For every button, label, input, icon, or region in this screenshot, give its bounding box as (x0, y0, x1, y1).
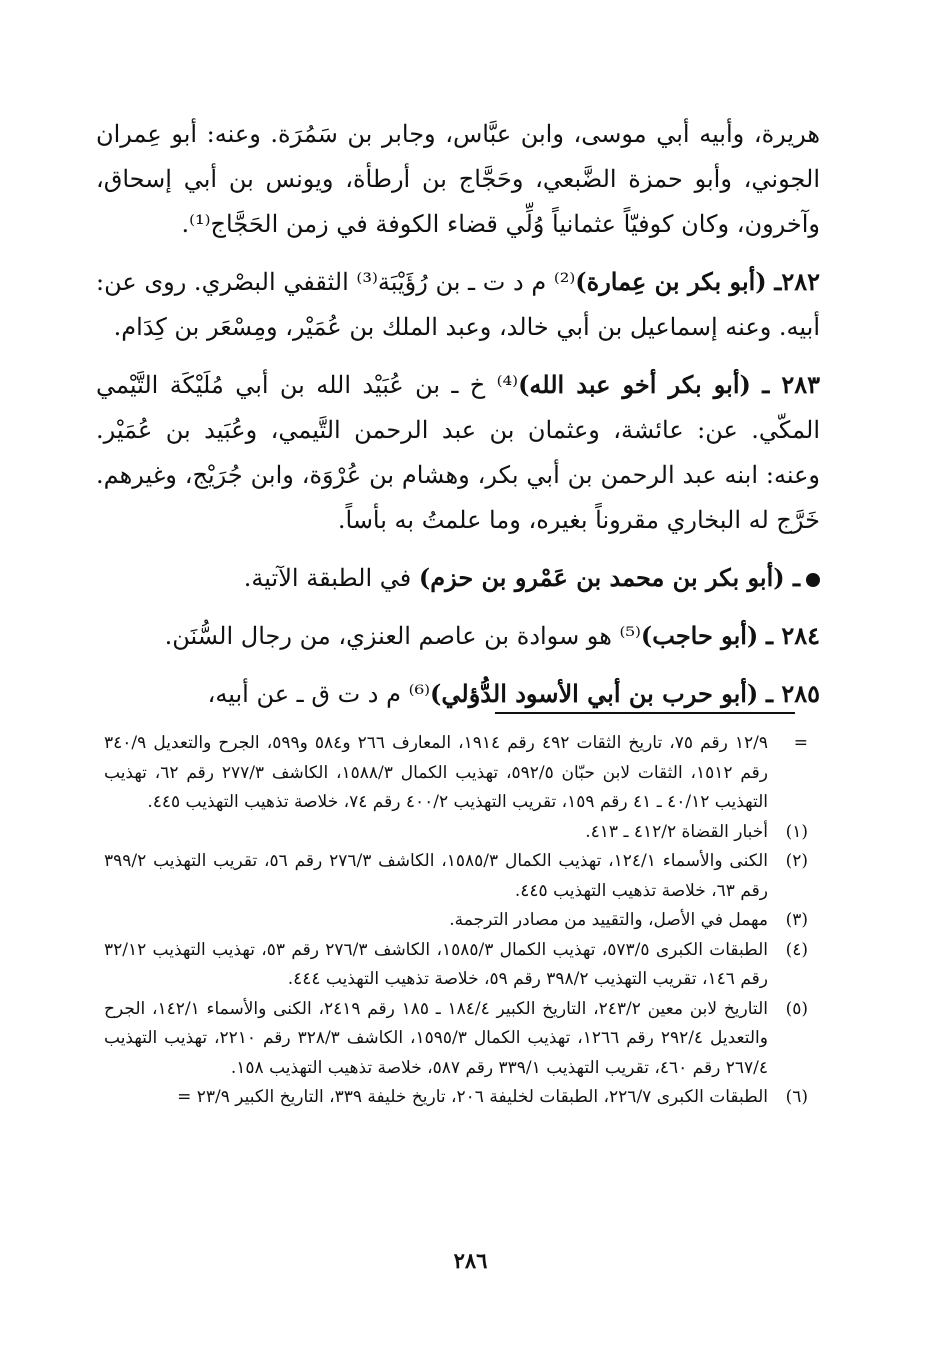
footnote-marker: (٦) (785, 1087, 808, 1107)
entry-number: ٢٨٤ ـ (765, 621, 820, 650)
paragraph-text: هريرة، وأبيه أبي موسى، وابن عبَّاس، وجابر بن سَمُرَة. وعنه: أبو عِمران الجوني، وأبو حمزة الضَّبعي، وحَجَّاج بن أرطأة، ويونس بن أبي إسحاق، وآخرون، وكان كوفيّاً عثمانياً وُلِّي قضاء الكوفة في زمن الحَجَّاج⁽¹⁾. (96, 120, 820, 238)
footnote-text: الكنى والأسماء ١٢٤/١، تهذيب الكمال ١٥٨٥/٣، الكاشف ٢٧٦/٣ رقم ٥٦، تقريب التهذيب ٣٩٩/٢ رقم ٦٣، خلاصة تذهيب التهذيب ٤٤٥. (104, 851, 768, 901)
footnote-marker: (٢) (785, 851, 808, 871)
footnote-3 (104, 906, 808, 936)
footnote-text: التاريخ لابن معين ٢٤٣/٢، التاريخ الكبير ١٨٤/٤ ـ ١٨٥ رقم ٢٤١٩، الكنى والأسماء ١٤٢/١، الجرح والتعديل ٢٩٢/٤ رقم ١٢٦٦، تهذيب الكمال ١٥٩٥/٣، الكاشف ٣٢٨/٣ رقم ٢٢١٠، تهذيب التهذيب ٢٦٧/٤ رقم ٤٦٠، تقريب التهذيب ٣٣٩/١ رقم ٥٨٧، خلاصة تذهيب التهذيب ١٥٨. (104, 998, 768, 1078)
entry-text: ⁽⁵⁾ هو سوادة بن عاصم العنزي، من رجال السُّنَن. (164, 622, 641, 650)
footnote-6 (104, 1083, 808, 1113)
entry-text: ⁽²⁾ م د ت ـ بن رُؤَيْبَة⁽³⁾ الثقفي البصْري. روى عن: أبيه. وعنه إسماعيل بن أبي خالد، وعبد الملك بن عُمَيْر، ومِسْعَر بن كِدَام. (96, 268, 820, 341)
footnotes (104, 729, 808, 1113)
entry-title: (أبو حرب بن أبي الأسود الدُّؤلي) (430, 679, 759, 708)
entry-283 (96, 362, 820, 543)
footnote-marker: (٤) (785, 939, 808, 960)
footnote-marker: (١) (785, 821, 808, 842)
entry-text: ⁽⁴⁾ خ ـ بن عُبَيْد الله بن أبي مُلَيْكَة التَّيْمي المكّي. عن: عائشة، وعثمان بن عبد الرحمن التَّيمي، وعُبَيد بن عُمَيْر. وعنه: ابنه عبد الرحمن بن أبي بكر، وهشام بن عُرْوَة، وابن جُرَيْج، وغيرهم. خَرَّج له البخاري مقروناً بغيره، وما علمتُ به بأساً. (96, 371, 820, 534)
footnote-continued (104, 729, 808, 818)
page-number: ٢٨٦ (453, 1248, 488, 1273)
entry-285 (96, 671, 820, 717)
footnote-text: الطبقات الكبرى ٥٧٣/٥، تهذيب الكمال ١٥٨٥/٣، الكاشف ٢٧٦/٣ رقم ٥٣، تهذيب التهذيب ٣٢/١٢ رقم ١٤٦، تقريب التهذيب ٣٩٨/٢ رقم ٥٩، خلاصة تذهيب التهذيب ٤٤٤. (104, 939, 768, 989)
footnote-text: مهمل في الأصل، والتقييد من مصادر الترجمة. (449, 910, 768, 930)
paragraph-continuation (96, 112, 820, 247)
footnote-1 (104, 818, 808, 848)
entry-title: ـ (أبو بكر بن محمد بن عَمْرو بن حزم) (418, 563, 800, 592)
footnote-text: أخبار القضاة ٤١٢/٢ ـ ٤١٣. (585, 821, 768, 842)
entry-284 (96, 613, 820, 659)
entry-title: (أبو حاجب) (640, 621, 759, 650)
bullet-icon (806, 573, 820, 587)
footnote-text: ١٢/٩ رقم ٧٥، تاريخ الثقات ٤٩٢ رقم ١٩١٤، المعارف ٢٦٦ و٥٨٤ و٥٩٩، الجرح والتعديل ٣٤٠/٩ رقم ١٥١٢، الثقات لابن حبّان ٥٩٢/٥، تهذيب الكمال ١٥٨٨/٣، الكاشف ٢٧٧/٣ رقم ٦٢، تهذيب التهذيب ٤٠/١٢ ـ ٤١ رقم ١٥٩، تقريب التهذيب ٤٠٠/٢ رقم ٧٤، خلاصة تذهيب التهذيب ٤٤٥. (104, 733, 769, 812)
footnote-text: الطبقات الكبرى ٢٢٦/٧، الطبقات لخليفة ٢٠٦، تاريخ خليفة ٣٣٩، التاريخ الكبير ٢٣/٩ = (177, 1087, 768, 1107)
entry-number: ٢٨٣ ـ (762, 370, 820, 399)
footnote-2 (104, 847, 808, 906)
entry-number: ٢٨٥ ـ (765, 679, 820, 708)
entry-282 (96, 259, 820, 350)
entry-title: (أبو بكر بن عِمارة) (575, 267, 767, 296)
footnote-marker: = (793, 733, 808, 753)
entry-cross-reference (96, 555, 820, 601)
footnote-separator (495, 712, 795, 714)
entry-number: ٢٨٢ـ (774, 267, 821, 296)
footnote-marker: (٣) (785, 910, 808, 930)
entry-text: ⁽⁶⁾ م د ت ق ـ عن أبيه، (207, 680, 431, 708)
footnote-5 (104, 995, 808, 1084)
entry-text: في الطبقة الآتية. (243, 564, 419, 592)
footnote-marker: (٥) (785, 998, 808, 1019)
footnote-4 (104, 936, 808, 995)
main-text (96, 112, 820, 729)
entry-title: (أبو بكر أخو عبد الله) (518, 370, 751, 399)
